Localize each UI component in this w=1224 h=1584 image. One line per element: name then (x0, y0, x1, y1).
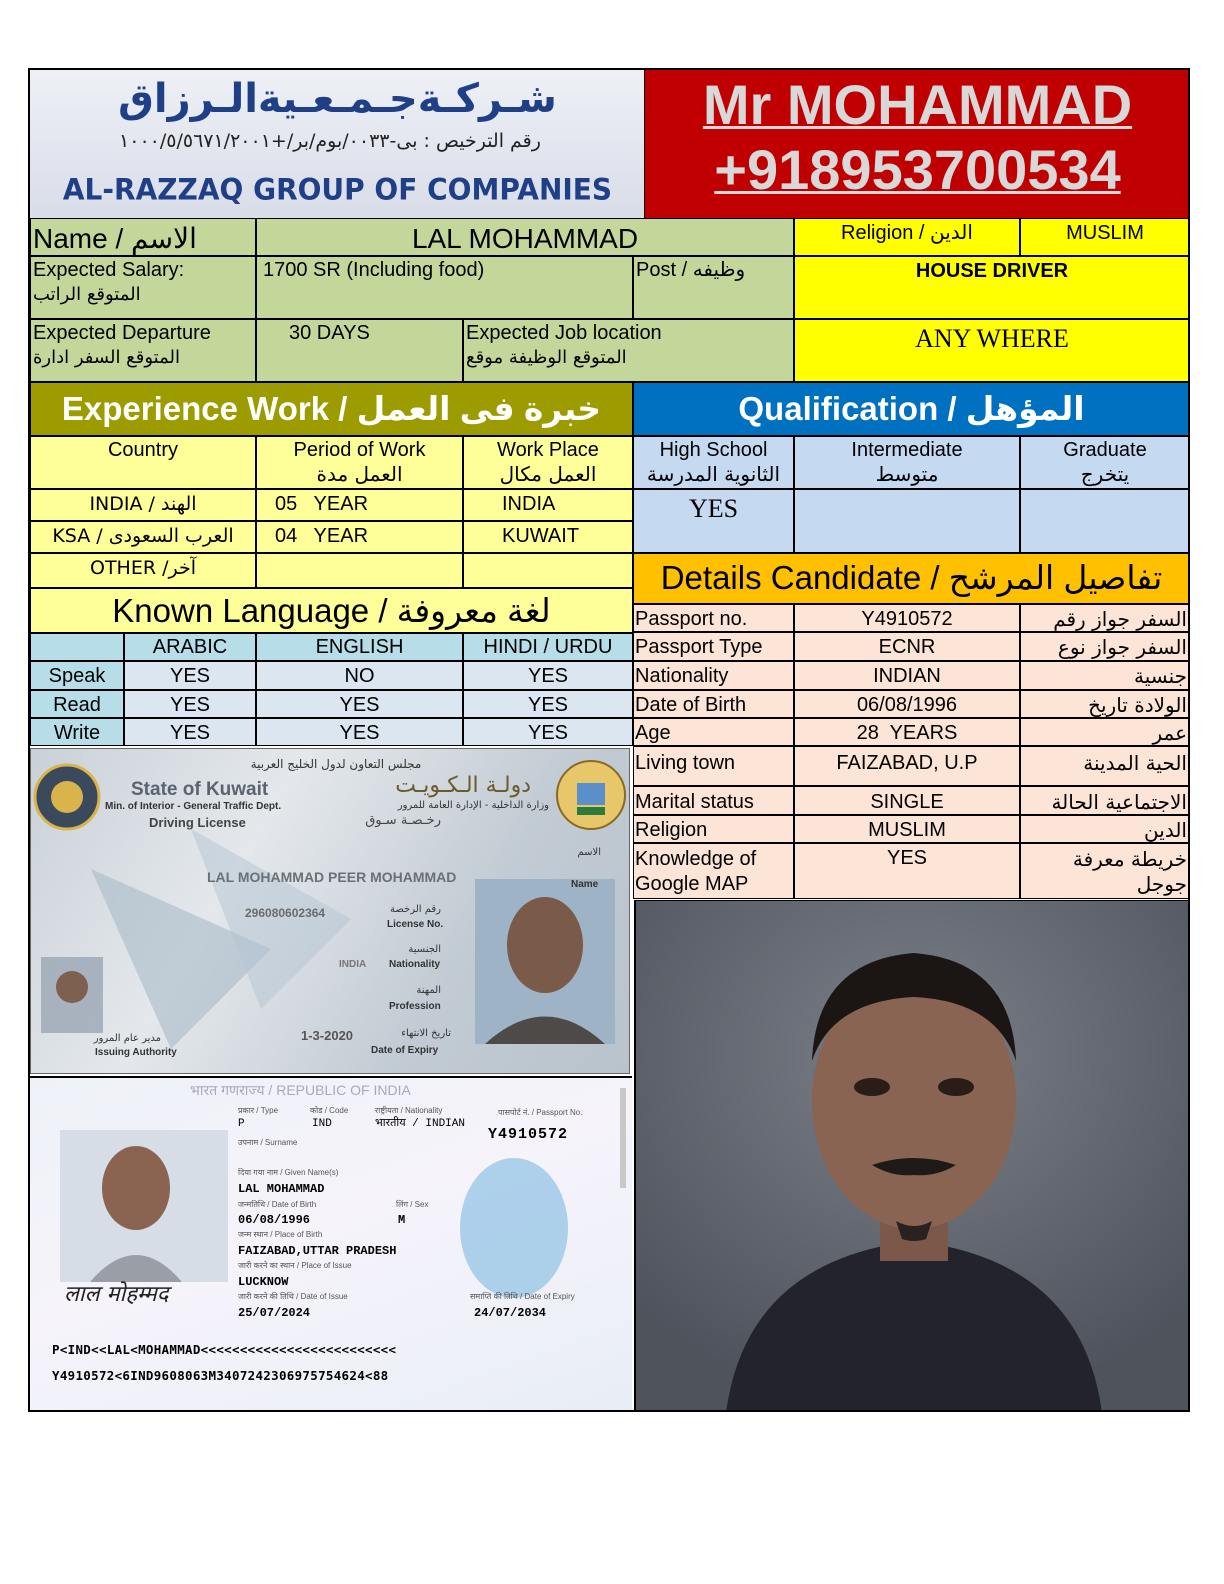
exp-col-place-arabic: العمل مكال (499, 462, 597, 486)
license-ministry-english: Min. of Interior - General Traffic Dept. (105, 801, 282, 812)
exp-row2-country: KSA / العرب السعودى (52, 525, 234, 547)
detail-marital-arabic: الاجتماعية الحالة (1051, 790, 1187, 814)
passport-given-label: दिया गया नाम / Given Name(s) (238, 1168, 339, 1177)
qual-high-school-value: YES (688, 494, 739, 523)
passport-sex-value: M (398, 1213, 406, 1227)
license-expiry-value: 1-3-2020 (301, 1028, 354, 1043)
passport-signature: लाल मोहम्मद (64, 1282, 169, 1307)
license-nationality-value: INDIA (339, 959, 367, 970)
detail-marital-label: Marital status (635, 791, 754, 813)
salary-label: Expected Salary: (33, 259, 185, 281)
license-state-arabic: دولـة الـكـويـت (395, 773, 531, 798)
detail-marital-value: SINGLE (870, 791, 944, 813)
qual-col-high-school: High School (659, 439, 768, 461)
detail-passport-no-label: Passport no. (635, 608, 748, 630)
candidate-phone: +918953700534 (714, 138, 1121, 201)
table-row (633, 786, 794, 815)
qual-col-intermediate: Intermediate (851, 439, 963, 461)
detail-nationality-arabic: جنسية (1134, 664, 1187, 688)
detail-religion-label: Religion (635, 819, 708, 841)
kuwait-flag-stripe (577, 807, 605, 815)
company-name-arabic: شـركـةجـمـعـيةالـرزاق (118, 76, 557, 122)
post-value: HOUSE DRIVER (915, 260, 1069, 282)
detail-religion-arabic: الدين (1144, 818, 1187, 842)
lang-row-speak-label: Speak (48, 665, 106, 687)
lang-col-arabic: ARABIC (152, 636, 228, 658)
job-location-label: Expected Job location (466, 322, 662, 344)
license-name-value: LAL MOHAMMAD PEER MOHAMMAD (207, 869, 457, 885)
departure-label-arabic: المتوقع السفر ادارة (33, 347, 180, 368)
lang-speak-arabic: YES (169, 665, 211, 687)
detail-dob-label: Date of Birth (635, 694, 747, 716)
table-row (633, 632, 794, 661)
portrait-left-eye (854, 1078, 890, 1096)
passport-doe-label: समाप्ति की तिथि / Date of Expiry (470, 1292, 575, 1301)
license-number-value: 296080602364 (245, 906, 326, 920)
license-nationality-label: Nationality (389, 959, 441, 970)
passport-pob-label: जन्म स्थान / Place of Birth (238, 1230, 323, 1239)
company-name-english: AL-RAZZAQ GROUP OF COMPANIES (62, 172, 613, 207)
license-state-english: State of Kuwait (131, 779, 269, 800)
departure-label: Expected Departure (33, 322, 211, 344)
table-row (30, 690, 124, 718)
table-row (633, 661, 794, 690)
exp-row1-country: الهند / INDIA (89, 493, 197, 515)
table-row (30, 661, 124, 690)
license-number-label-arabic: رقم الرخصة (389, 904, 441, 915)
table-row (633, 746, 794, 786)
passport-doi-label: जारी करने की तिथि / Date of Issue (238, 1292, 348, 1301)
detail-living-town-arabic: الحية المدينة (1083, 751, 1187, 775)
table-row (633, 843, 794, 899)
table-row (633, 690, 794, 718)
detail-passport-type-label: Passport Type (635, 636, 763, 658)
details-title: Details Candidate / تفاصيل المرشح (660, 559, 1163, 596)
passport-code-value: IND (312, 1118, 332, 1130)
passport-given-value: LAL MOHAMMAD (238, 1182, 325, 1196)
license-profession-label-arabic: المهنة (416, 985, 441, 996)
passport-photo-face (102, 1146, 170, 1230)
passport-dob-label: जन्मतिथि / Date of Birth (238, 1200, 317, 1209)
detail-passport-no-value: Y4910572 (861, 608, 953, 630)
qualification-title: Qualification / المؤهل (738, 390, 1085, 427)
kuwait-driving-license (30, 748, 630, 1074)
detail-age-label: Age (635, 722, 671, 744)
detail-google-map-label: Knowledge of Google MAP (635, 848, 757, 895)
exp-col-period: Period of Work (293, 439, 426, 461)
qual-col-high-school-arabic: الثانوية المدرسة (646, 462, 781, 486)
table-row (633, 815, 794, 843)
company-logo (30, 70, 645, 218)
passport-poi-value: LUCKNOW (238, 1275, 289, 1289)
gcc-emblem-center (51, 781, 83, 813)
license-nationality-label-arabic: الجنسية (408, 944, 441, 955)
lang-col-hindi-urdu: HINDI / URDU (483, 636, 613, 658)
license-expiry-label: Date of Expiry (371, 1045, 439, 1056)
detail-nationality-value: INDIAN (873, 665, 941, 687)
detail-nationality-label: Nationality (635, 665, 729, 687)
portrait-right-eye (938, 1078, 974, 1096)
lang-speak-english: NO (344, 665, 375, 687)
detail-google-map-arabic: خريطة معرفة جوجل (1072, 847, 1187, 896)
name-label: Name / الاسم (33, 223, 197, 254)
license-holder-face (507, 897, 583, 993)
license-ministry-arabic: وزارة الداخلية - الإدارة العامة للمرور (397, 800, 549, 811)
license-expiry-label-arabic: تاريخ الانتهاء (401, 1028, 451, 1039)
license-small-photo-face (56, 971, 88, 1003)
passport-doi-value: 25/07/2024 (238, 1306, 311, 1320)
license-doc-arabic: رخـصـة سـوق (365, 813, 441, 828)
passport-surname-label: उपनाम / Surname (238, 1138, 298, 1147)
detail-living-town-label: Living town (635, 752, 736, 774)
languages-title: Known Language / لغة معروفة (112, 592, 551, 629)
table-row (30, 521, 256, 553)
passport-mrz-line2: Y4910572<6IND9608063M3407242306975754624<88 (52, 1368, 389, 1383)
exp-row2-place: KUWAIT (502, 525, 580, 547)
table-row (633, 718, 794, 746)
post-label: Post / وظيفه (636, 259, 746, 281)
job-location-value: ANY WHERE (915, 324, 1069, 353)
license-name-label-arabic: الاسم (577, 847, 601, 858)
passport-mrz-line1: P<IND<<LAL<MOHAMMAD<<<<<<<<<<<<<<<<<<<<<<<<< (52, 1342, 397, 1357)
table-row (30, 489, 256, 521)
passport-dob-value: 06/08/1996 (238, 1213, 311, 1227)
exp-row1-place: INDIA (502, 493, 556, 515)
salary-value: 1700 SR (Including food) (263, 259, 485, 281)
exp-col-place: Work Place (497, 439, 599, 461)
detail-dob-value: 06/08/1996 (856, 694, 958, 716)
lang-read-arabic: YES (169, 694, 211, 716)
lang-col-english: ENGLISH (315, 636, 404, 658)
qual-col-graduate-arabic: يتخرج (1080, 462, 1130, 486)
license-council-text: مجلس التعاون لدول الخليج العربية (250, 757, 422, 771)
passport-number-label: पासपोर्ट नं. / Passport No. (498, 1108, 583, 1117)
license-line: رقم الترخيص : بى-٠٠٣٣/بوم/بر/+١٠٠٠/٥/٥٦٧١/٢٠٠١ (119, 130, 541, 152)
lang-write-english: YES (339, 722, 380, 744)
passport-sex-label: लिंग / Sex (396, 1200, 429, 1209)
detail-passport-type-arabic: السفر جواز نوع (1057, 635, 1187, 659)
experience-title: Experience Work / خبرة فى العمل (61, 390, 602, 427)
religion-value: MUSLIM (1066, 222, 1144, 244)
qual-col-graduate: Graduate (1063, 439, 1147, 461)
lang-read-english: YES (339, 694, 380, 716)
license-doc-english: Driving License (149, 815, 246, 830)
religion-label: Religion / الدين (841, 222, 973, 244)
exp-row2-period: 04 YEAR (275, 525, 369, 547)
exp-col-period-arabic: العمل مدة (316, 462, 403, 486)
job-location-label-arabic: المتوقع الوظيفة موقع (466, 347, 627, 368)
detail-passport-no-arabic: السفر جواز رقم (1053, 607, 1187, 631)
table-row (30, 553, 256, 588)
license-authority-arabic: مدير عام المرور (93, 1033, 161, 1044)
lang-speak-hindi: YES (527, 665, 569, 687)
candidate-portrait (634, 900, 1190, 1412)
candidate-title: Mr MOHAMMAD (702, 73, 1133, 136)
kuwait-emblem-ship (577, 783, 605, 805)
passport-nationality-label: राष्ट्रीयता / Nationality (375, 1106, 443, 1115)
name-value: LAL MOHAMMAD (411, 223, 639, 254)
license-name-label: Name (571, 879, 599, 890)
detail-dob-arabic: الولادة تاريخ (1088, 693, 1187, 717)
salary-label-arabic: المتوقع الراتب (33, 284, 141, 305)
detail-age-arabic: عمر (1152, 721, 1187, 745)
exp-col-country: Country (107, 439, 179, 461)
exp-row3-country: OTHER /آخر (89, 557, 196, 579)
passport-type-label: प्रकार / Type (238, 1106, 279, 1115)
lang-read-hindi: YES (527, 694, 569, 716)
passport-doe-value: 24/07/2034 (474, 1306, 547, 1320)
detail-age-value: 28 YEARS (856, 722, 958, 744)
passport-pob-value: FAIZABAD,UTTAR PRADESH (238, 1244, 397, 1258)
passport-nationality-value: भारतीय / INDIAN (375, 1118, 465, 1130)
indian-passport-scan (30, 1076, 632, 1412)
lang-row-read-label: Read (53, 694, 101, 716)
table-row (30, 718, 124, 746)
passport-poi-label: जारी करने का स्थान / Place of Issue (238, 1261, 352, 1270)
departure-value: 30 DAYS (289, 322, 370, 344)
detail-google-map-value: YES (886, 847, 928, 869)
detail-passport-type-value: ECNR (878, 636, 936, 658)
passport-code-label: कोड / Code (310, 1106, 349, 1115)
passport-ghost-image (460, 1158, 568, 1298)
biodata-sheet (28, 68, 1190, 1412)
detail-religion-value: MUSLIM (868, 819, 946, 841)
license-authority-label: Issuing Authority (95, 1047, 177, 1058)
passport-republic-header: भारत गणराज्य / REPUBLIC OF INDIA (190, 1082, 411, 1098)
qual-col-intermediate-arabic: متوسط (875, 462, 939, 486)
lang-write-hindi: YES (527, 722, 569, 744)
license-number-label: License No. (387, 919, 444, 930)
candidate-title-block (645, 70, 1190, 218)
lang-row-write-label: Write (53, 722, 101, 744)
license-profession-label: Profession (389, 1001, 441, 1012)
passport-scrollbar (620, 1088, 626, 1188)
passport-number-value: Y4910572 (488, 1126, 569, 1143)
exp-row1-period: 05 YEAR (275, 493, 369, 515)
lang-write-arabic: YES (169, 722, 211, 744)
detail-living-town-value: FAIZABAD, U.P (836, 752, 978, 774)
passport-type-value: P (238, 1118, 245, 1130)
table-row (633, 604, 794, 632)
